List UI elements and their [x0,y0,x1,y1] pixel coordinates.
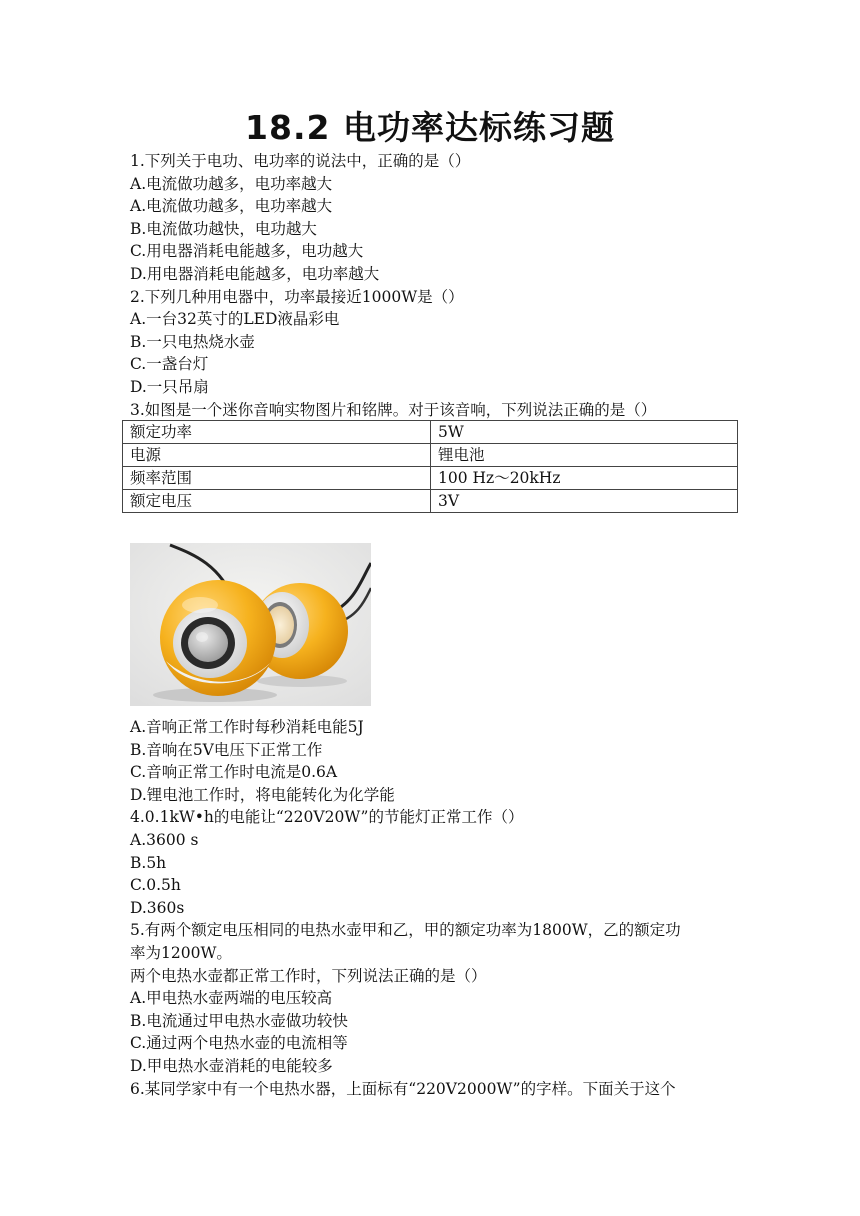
option-line: B.音响在5V电压下正常工作 [130,740,323,759]
option-line: C.用电器消耗电能越多，电功越大 [130,242,364,261]
option-line: D.甲电热水壶消耗的电能较多 [130,1056,333,1075]
option-line: A.电流做功越多，电功率越大 [130,197,333,216]
option-line: C.0.5h [130,876,181,895]
spec-table [122,420,738,513]
speaker-photo [130,543,371,706]
table-row [123,467,738,490]
question-line: 两个电热水壶都正常工作时，下列说法正确的是（） [130,966,487,985]
question-line: 5.有两个额定电压相同的电热水壶甲和乙，甲的额定功率为1800W，乙的额定功 [130,921,681,940]
table-row [123,421,738,444]
option-line: A.音响正常工作时每秒消耗电能5J [130,718,364,736]
table-cell: 额定功率 [123,421,431,444]
option-line: B.电流通过甲电热水壶做功较快 [130,1011,348,1030]
option-line: A.一台32英寸的LED液晶彩电 [130,310,340,329]
table-cell: 5W [431,421,738,444]
question-line: 1.下列关于电功、电功率的说法中，正确的是（） [130,152,471,170]
question-line: 2.下列几种用电器中，功率最接近1000W是（） [130,287,464,306]
table-cell: 电源 [123,444,431,467]
questions-bottom [130,716,740,1100]
question-line: 3.如图是一个迷你音响实物图片和铭牌。对于该音响，下列说法正确的是（） [130,400,657,419]
speaker-photo-image [130,543,371,706]
table-cell: 额定电压 [123,490,431,513]
table-cell: 3V [431,490,738,513]
option-line: D.一只吊扇 [130,377,209,396]
option-line: A.甲电热水壶两端的电压较高 [130,989,333,1008]
option-line: B.电流做功越快，电功越大 [130,219,317,238]
questions-top [130,150,740,421]
option-line: D.锂电池工作时，将电能转化为化学能 [130,785,395,804]
option-line: D.360s [130,898,185,917]
table-cell: 锂电池 [431,444,738,467]
question-line: 率为1200W。 [130,943,232,962]
table-cell: 频率范围 [123,467,431,490]
option-line: A.电流做功越多，电功率越大 [130,174,333,193]
option-line: C.通过两个电热水壶的电流相等 [130,1034,348,1053]
table-cell: 100 Hz～20kHz [431,467,738,490]
option-line: C.音响正常工作时电流是0.6A [130,763,338,782]
question-line: 6.某同学家中有一个电热水器，上面标有“220V2000W”的字样。下面关于这个 [130,1079,676,1098]
table-row [123,444,738,467]
option-line: B.一只电热烧水壶 [130,332,255,351]
page-title: 18.2 电功率达标练习题 [245,108,615,147]
option-line: D.用电器消耗电能越多，电功率越大 [130,264,380,283]
table-row [123,490,738,513]
question-line: 4.0.1kW•h的电能让“220V20W”的节能灯正常工作（） [130,808,524,827]
option-line: A.3600 s [130,830,199,849]
option-line: C.一盏台灯 [130,355,209,374]
option-line: B.5h [130,853,167,872]
